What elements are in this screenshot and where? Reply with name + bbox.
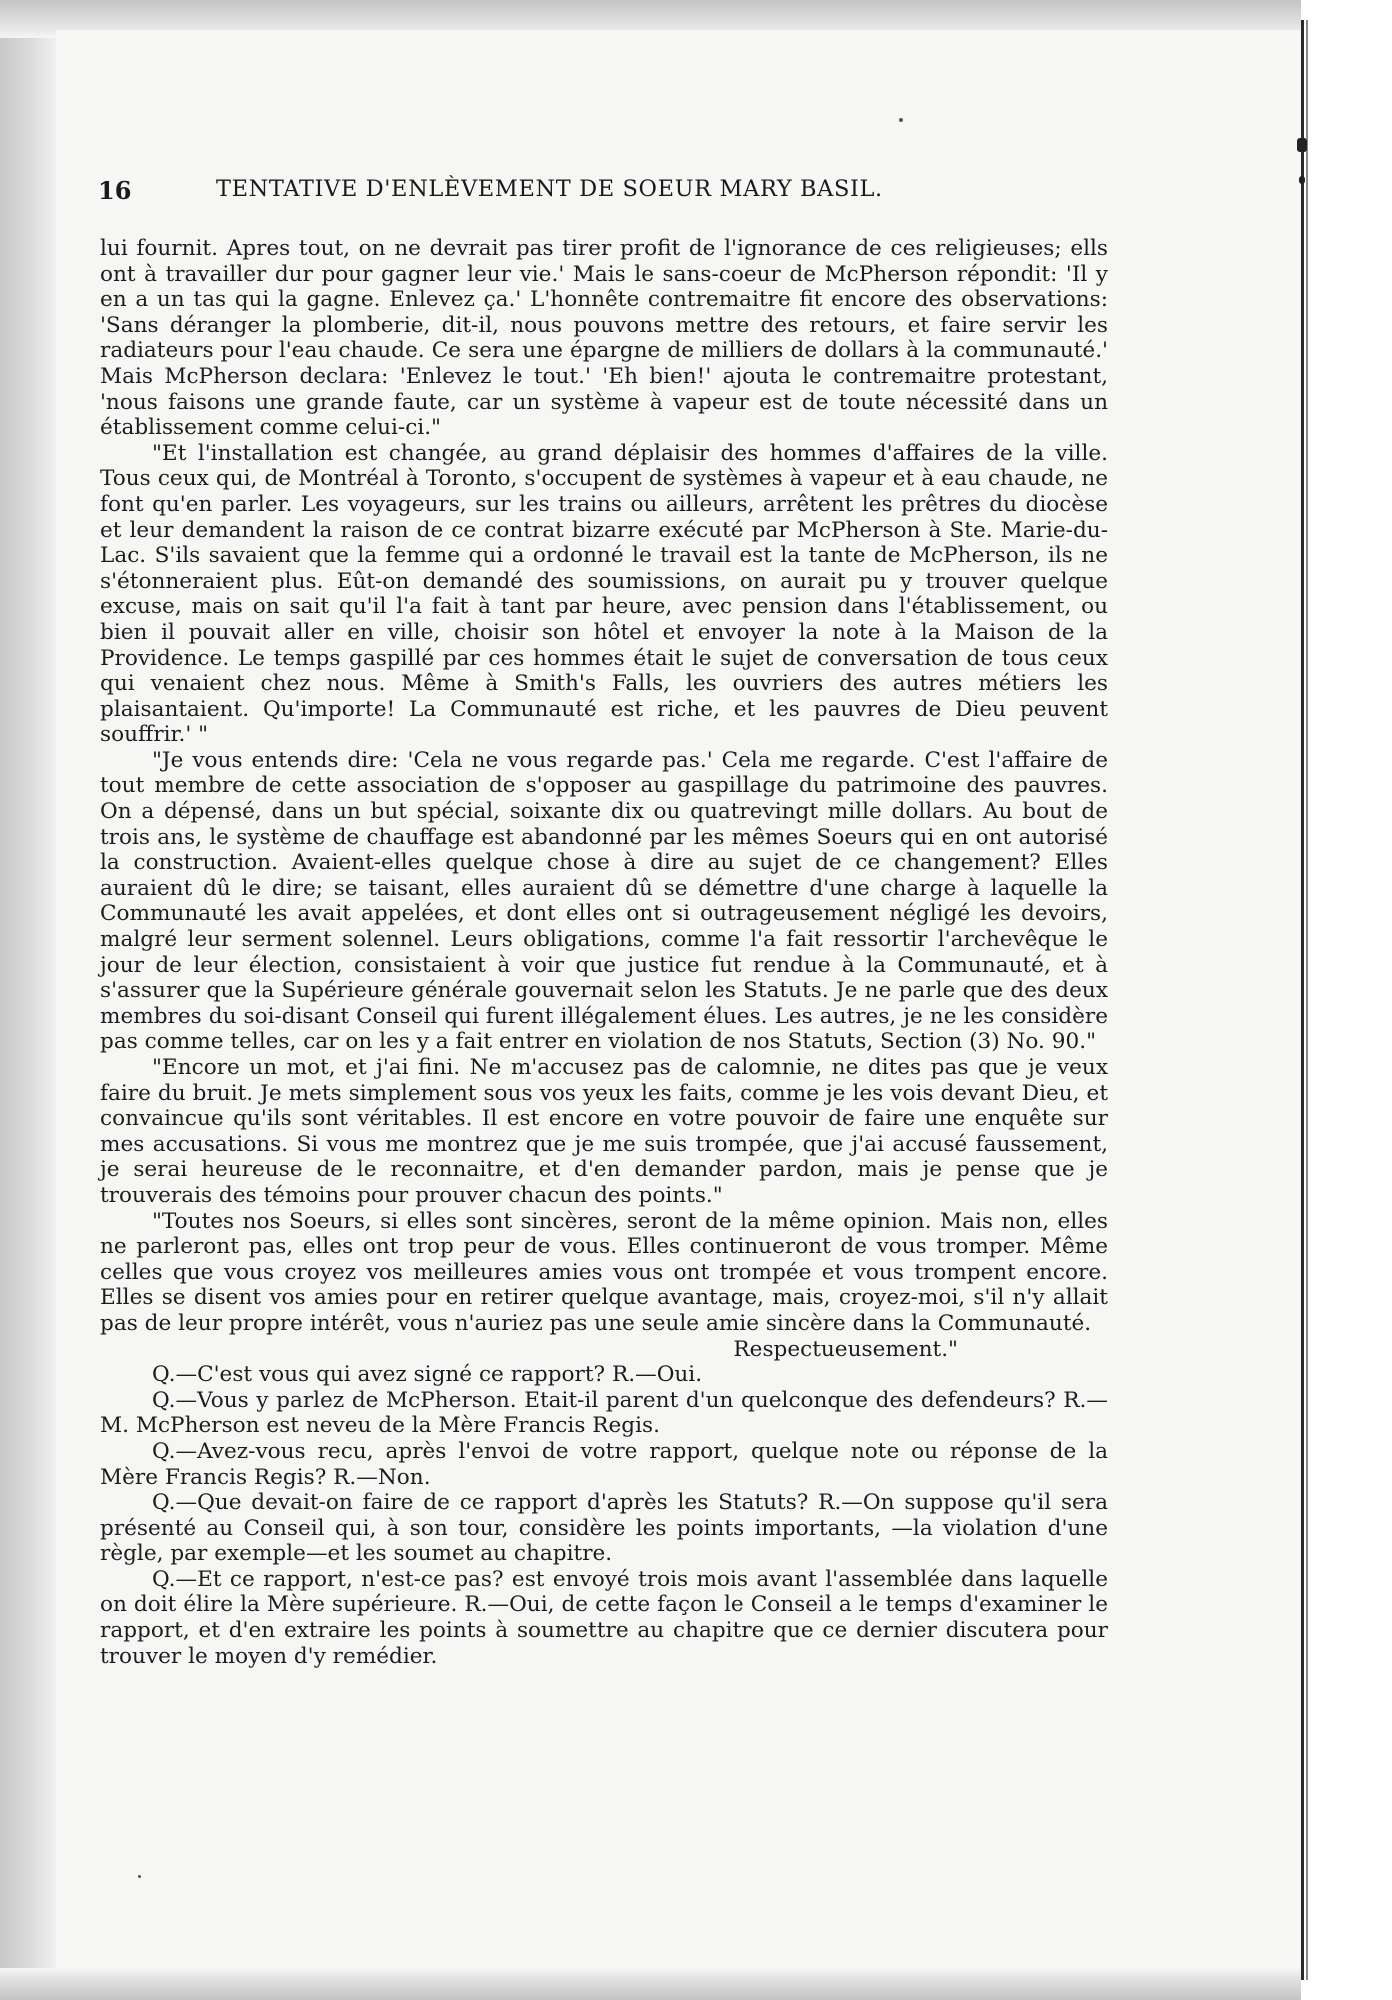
page-number: 16	[98, 176, 132, 205]
right-page-edge-shadow	[1306, 20, 1308, 1980]
qa-item: Q.—Et ce rapport, n'est-ce pas? est envoyé trois mois avant l'assemblée dans laquelle on doit élire la Mère supérieure. R.—Oui, de cette façon le Conseil a le temps d'examiner le rapport, et d'en extraire les points à soumettre au chapitre que ce dernier discutera pour trouver le moyen d'y remédier.	[100, 1566, 1108, 1669]
qa-item: Q.—Que devait-on faire de ce rapport d'après les Statuts? R.—On suppose qu'il sera présenté au Conseil qui, à son tour, considère les points importants, —la violation d'une règle, par exemple—et les soumet au chapitre.	[100, 1490, 1108, 1567]
paragraph: lui fournit. Apres tout, on ne devrait pas tirer profit de l'ignorance de ces religieuses; ells ont à travailler dur pour gagner leur vie.' Mais le sans-coeur de McPherson répondit: 'Il y en a un tas qui la gagne. Enlevez ça.' L'honnête contremaitre fit encore des observations: 'Sans déranger la plomberie, dit-il, nous pouvons mettre des retours, et faire servir les radiateurs pour l'eau chaude. Ce sera une épargne de milliers de dollars à la communauté.' Mais McPherson declara: 'Enlevez le tout.' 'Eh bien!' ajouta le contremaitre protestant, 'nous faisons une grande faute, car un système à vapeur est de toute nécessité dans un établissement comme celui-ci."	[100, 236, 1108, 441]
speck	[138, 1875, 141, 1878]
paragraph: "Encore un mot, et j'ai fini. Ne m'accusez pas de calomnie, ne dites pas que je veux faire du bruit. Je mets simplement sous vos yeux les faits, comme je les vois devant Dieu, et convaincue qu'ils sont véritables. Il est encore en votre pouvoir de faire une enquête sur mes accusations. Si vous me montrez que je me suis trompée, que j'ai accusé faussement, je serai heureuse de le reconnaitre, et d'en demander pardon, mais je pense que je trouverais des témoins pour prouver chacun des points."	[100, 1055, 1108, 1208]
qa-item: Q.—Avez-vous recu, après l'envoi de votre rapport, quelque note ou réponse de la Mère Francis Regis? R.—Non.	[100, 1438, 1108, 1490]
paragraph: "Toutes nos Soeurs, si elles sont sincères, seront de la même opinion. Mais non, elles ne parleront pas, elles ont trop peur de vous. Elles continueront de vous tromper. Même celles que vous croyez vos meilleures amies vous ont trompée et vous trompent encore. Elles se disent vos amies pour en retirer quelque avantage, mais, croyez-moi, s'il n'y allait pas de leur propre intérêt, vous n'auriez pas une seule amie sincère dans la Communauté.	[100, 1208, 1108, 1336]
right-page-edge	[1301, 20, 1304, 1980]
bottom-scan-shadow	[0, 1968, 1392, 2000]
running-title: TENTATIVE D'ENLÈVEMENT DE SOEUR MARY BASIL.	[216, 176, 883, 202]
running-header	[98, 176, 978, 210]
qa-item: Q.—C'est vous qui avez signé ce rapport? R.—Oui.	[152, 1362, 703, 1388]
qa-item: Q.—Vous y parlez de McPherson. Etait-il parent d'un quelconque des defendeurs? R.—M. McPherson est neveu de la Mère Francis Regis.	[100, 1387, 1108, 1439]
signoff: Respectueusement."	[733, 1336, 958, 1362]
paragraph: "Je vous entends dire: 'Cela ne vous regarde pas.' Cela me regarde. C'est l'affaire de tout membre de cette association de s'opposer au gaspillage du patrimoine des pauvres. On a dépensé, dans un but spécial, soixante dix ou quatrevingt mille dollars. Au bout de trois ans, le système de chauffage est abandonné par les mêmes Soeurs qui en ont autorisé la construction. Avaient-elles quelque chose à dire au sujet de ce changement? Elles auraient dû le dire; se taisant, elles auraient dû se démettre d'une charge à laquelle la Communauté les avait appelées, et dont elles ont si outrageusement négligé les devoirs, malgré leur serment solennel. Leurs obligations, comme l'a fait ressortir l'archevêque le jour de leur élection, consistaient à voir que justice fut rendue à la Communauté, et à s'assurer que la Supérieure générale gouvernait selon les Statuts. Je ne parle que des deux membres du soi-disant Conseil qui furent illégalement élues. Les autres, je ne les considère pas comme telles, car on les y a fait entrer en violation de nos Statuts, Section (3) No. 90."	[100, 747, 1108, 1055]
right-margin-strip	[1301, 0, 1392, 2000]
speck	[899, 118, 903, 122]
edge-mark	[1297, 138, 1307, 152]
paragraph: "Et l'installation est changée, au grand déplaisir des hommes d'affaires de la ville. Tous ceux qui, de Montréal à Toronto, s'occupent de systèmes à vapeur et à eau chaude, ne font qu'en parler. Les voyageurs, sur les trains ou ailleurs, arrêtent les prêtres du diocèse et leur demandent la raison de ce contrat bizarre exécuté par McPherson à Ste. Marie-du-Lac. S'ils savaient que la femme qui a ordonné le travail est la tante de McPherson, ils ne s'étonneraient plus. Eût-on demandé des soumissions, on aurait pu y trouver quelque excuse, mais on sait qu'il l'a fait à tant par heure, avec pension dans l'établissement, ou bien il pouvait aller en ville, choisir son hôtel et envoyer la note à la Maison de la Providence. Le temps gaspillé par ces hommes était le sujet de conversation de tous ceux qui venaient chez nous. Même à Smith's Falls, les ouvriers des autres métiers les plaisantaient. Qu'importe! La Communauté est riche, et les pauvres de Dieu peuvent souffrir.' "	[100, 440, 1108, 748]
body-text	[100, 236, 1108, 1669]
left-scan-shadow	[0, 0, 58, 2000]
edge-mark	[1299, 176, 1305, 184]
